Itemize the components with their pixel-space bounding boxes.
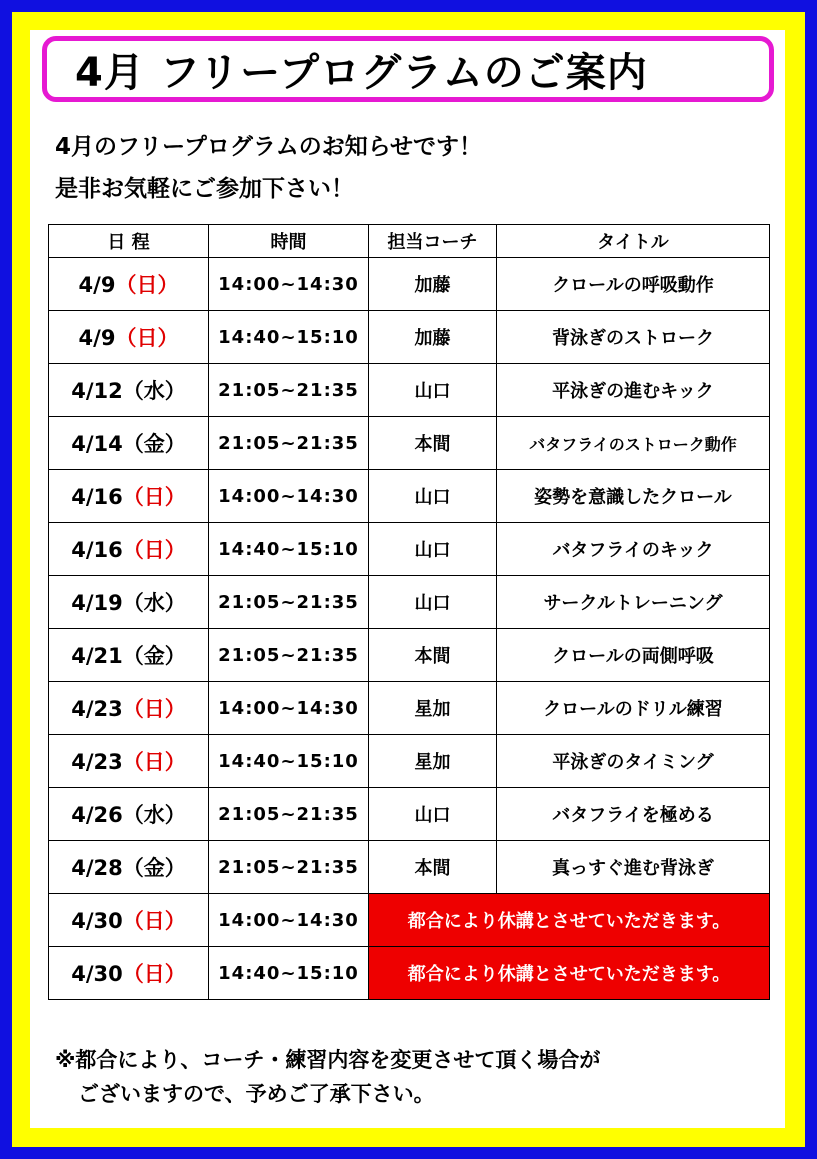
coach-cell: 本間 [369, 841, 497, 894]
time-cell: 14:40~15:10 [209, 523, 369, 576]
coach-cell: 山口 [369, 788, 497, 841]
time-cell: 14:40~15:10 [209, 947, 369, 1000]
weekday-label: （金） [122, 856, 186, 880]
cancellation-notice: 都合により休講とさせていただきます。 [369, 947, 770, 1000]
weekday-label: （水） [122, 379, 186, 403]
weekday-label: （金） [122, 644, 186, 668]
time-cell: 21:05~21:35 [209, 841, 369, 894]
date-value: 4/9 [78, 273, 116, 297]
note-line-1: ※都合により、コーチ・練習内容を変更させて頂く場合が [55, 1048, 601, 1072]
date-cell [49, 629, 209, 682]
coach-cell: 星加 [369, 735, 497, 788]
date-value: 4/12 [71, 379, 123, 403]
program-title-cell: 平泳ぎのタイミング [497, 735, 770, 788]
date-cell [49, 841, 209, 894]
weekday-label: （水） [122, 591, 186, 615]
program-title-cell: 姿勢を意識したクロール [497, 470, 770, 523]
date-value: 4/21 [71, 644, 123, 668]
date-value: 4/16 [71, 538, 123, 562]
date-value: 4/23 [71, 697, 123, 721]
program-title-cell: クロールの呼吸動作 [497, 258, 770, 311]
header-title: タイトル [497, 225, 770, 258]
program-title-cell: クロールのドリル練習 [497, 682, 770, 735]
program-title-cell: 平泳ぎの進むキック [497, 364, 770, 417]
time-cell: 21:05~21:35 [209, 576, 369, 629]
header-time: 時間 [209, 225, 369, 258]
program-title-cell: 真っすぐ進む背泳ぎ [497, 841, 770, 894]
program-title-cell: 背泳ぎのストローク [497, 311, 770, 364]
time-cell: 21:05~21:35 [209, 629, 369, 682]
date-value: 4/16 [71, 485, 123, 509]
time-cell: 14:00~14:30 [209, 258, 369, 311]
weekday-label: （日） [122, 962, 186, 986]
weekday-label: （日） [122, 697, 186, 721]
program-title-cell: バタフライを極める [497, 788, 770, 841]
weekday-label: （日） [122, 909, 186, 933]
coach-cell: 本間 [369, 629, 497, 682]
time-cell: 21:05~21:35 [209, 364, 369, 417]
date-value: 4/30 [71, 962, 123, 986]
time-cell: 14:00~14:30 [209, 470, 369, 523]
table-row [49, 841, 770, 894]
date-cell [49, 735, 209, 788]
date-cell [49, 417, 209, 470]
program-title-cell: バタフライのストローク動作 [497, 417, 770, 470]
date-value: 4/9 [78, 326, 116, 350]
coach-cell: 本間 [369, 417, 497, 470]
title-box [42, 36, 774, 102]
coach-cell: 加藤 [369, 311, 497, 364]
date-cell [49, 947, 209, 1000]
program-title-cell: サークルトレーニング [497, 576, 770, 629]
date-cell [49, 576, 209, 629]
schedule-table [48, 224, 770, 1000]
cancellation-notice: 都合により休講とさせていただきます。 [369, 894, 770, 947]
table-row [49, 576, 770, 629]
date-cell [49, 788, 209, 841]
table-row [49, 629, 770, 682]
table-row [49, 894, 770, 947]
weekday-label: （日） [122, 538, 186, 562]
date-value: 4/23 [71, 750, 123, 774]
poster-title: 4月 フリープログラムのご案内 [75, 49, 648, 96]
table-row [49, 258, 770, 311]
weekday-label: （日） [115, 273, 179, 297]
table-header-row [49, 225, 770, 258]
table-row [49, 788, 770, 841]
date-cell [49, 894, 209, 947]
date-cell [49, 364, 209, 417]
coach-cell: 加藤 [369, 258, 497, 311]
time-cell: 14:00~14:30 [209, 682, 369, 735]
intro-line-2: 是非お気軽にご参加下さい！ [55, 176, 354, 202]
date-cell [49, 311, 209, 364]
date-value: 4/26 [71, 803, 123, 827]
program-title-cell: クロールの両側呼吸 [497, 629, 770, 682]
weekday-label: （日） [115, 326, 179, 350]
time-cell: 21:05~21:35 [209, 788, 369, 841]
table-row [49, 470, 770, 523]
table-row [49, 682, 770, 735]
date-value: 4/19 [71, 591, 123, 615]
header-date: 日 程 [49, 225, 209, 258]
coach-cell: 山口 [369, 576, 497, 629]
date-value: 4/14 [71, 432, 123, 456]
date-cell [49, 258, 209, 311]
date-value: 4/28 [71, 856, 123, 880]
coach-cell: 山口 [369, 470, 497, 523]
weekday-label: （水） [122, 803, 186, 827]
weekday-label: （日） [122, 485, 186, 509]
table-row [49, 311, 770, 364]
time-cell: 14:00~14:30 [209, 894, 369, 947]
time-cell: 14:40~15:10 [209, 311, 369, 364]
table-row [49, 735, 770, 788]
coach-cell: 星加 [369, 682, 497, 735]
date-cell [49, 682, 209, 735]
table-row [49, 523, 770, 576]
header-coach: 担当コーチ [369, 225, 497, 258]
note-line-2: ございますので、予めご了承下さい。 [78, 1082, 435, 1106]
time-cell: 21:05~21:35 [209, 417, 369, 470]
weekday-label: （金） [122, 432, 186, 456]
date-cell [49, 523, 209, 576]
schedule-body [49, 258, 770, 1000]
weekday-label: （日） [122, 750, 186, 774]
program-title-cell: バタフライのキック [497, 523, 770, 576]
intro-line-1: 4月のフリープログラムのお知らせです！ [55, 134, 483, 160]
date-cell [49, 470, 209, 523]
table-row [49, 417, 770, 470]
table-row [49, 364, 770, 417]
table-row [49, 947, 770, 1000]
coach-cell: 山口 [369, 523, 497, 576]
coach-cell: 山口 [369, 364, 497, 417]
date-value: 4/30 [71, 909, 123, 933]
time-cell: 14:40~15:10 [209, 735, 369, 788]
